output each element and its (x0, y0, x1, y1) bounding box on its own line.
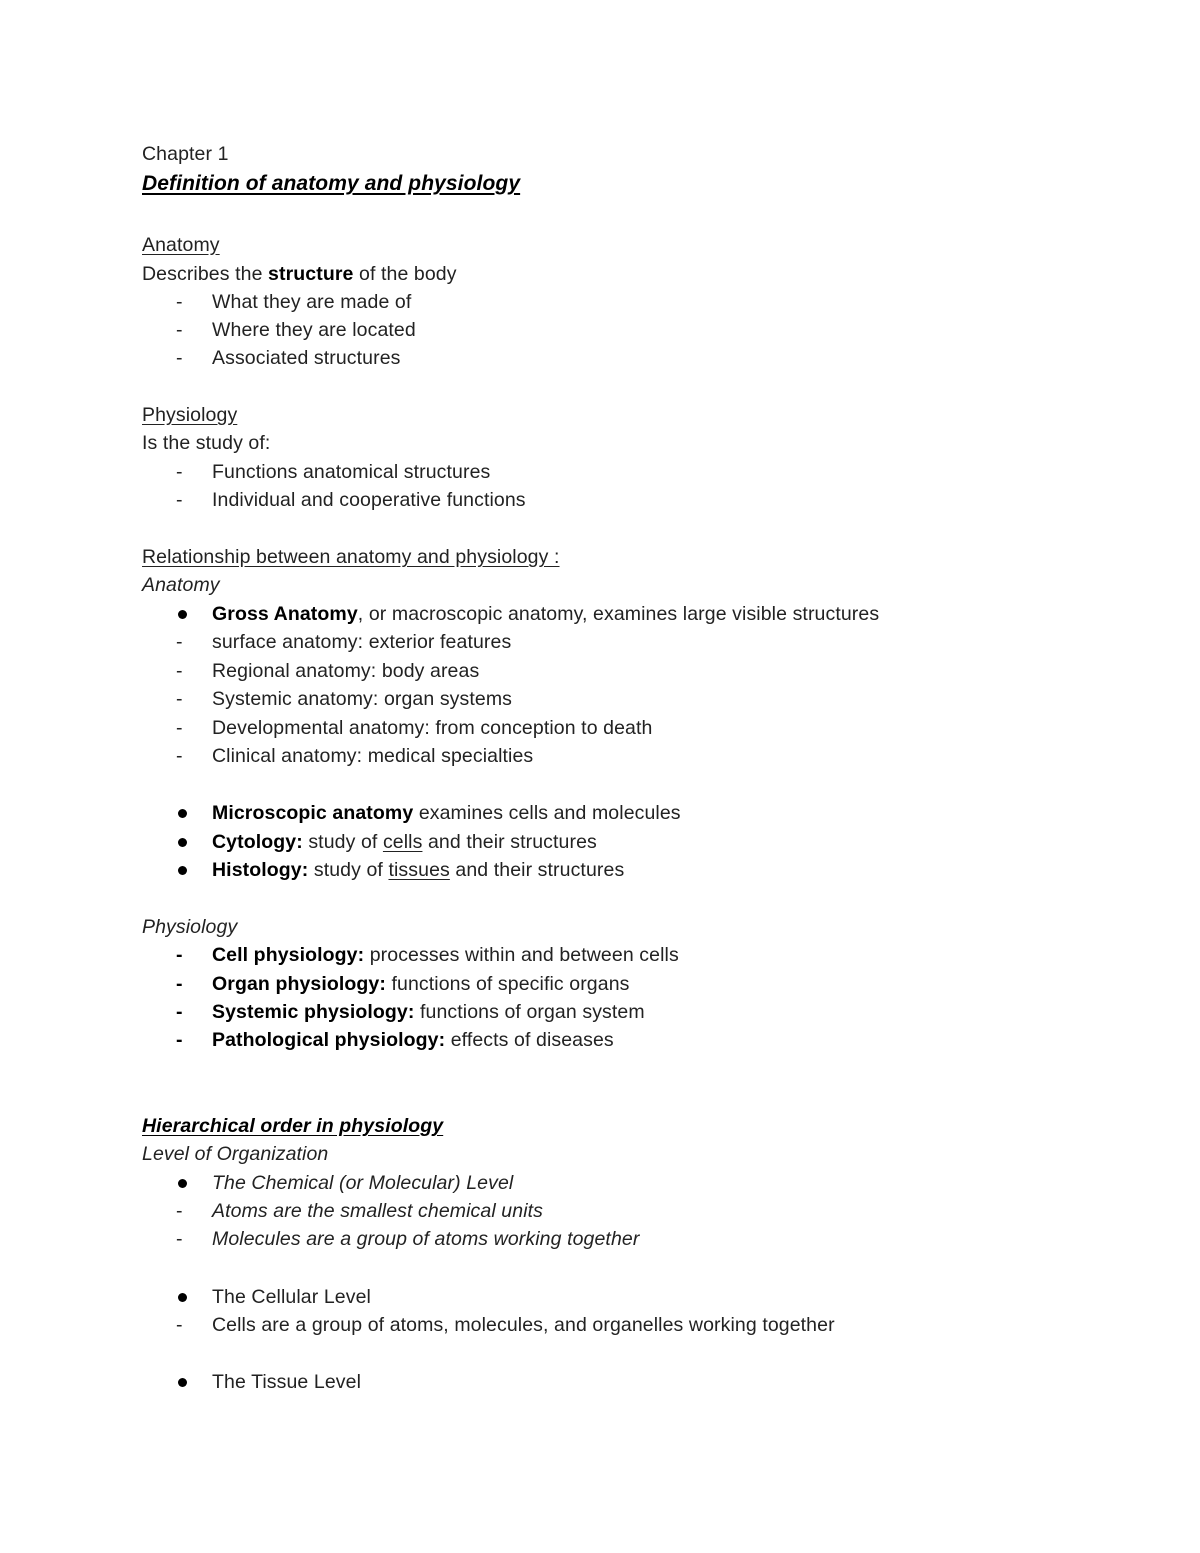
term-definition: , or macroscopic anatomy, examines large visible structures (357, 603, 880, 625)
anatomy-subheading: Anatomy (142, 574, 220, 596)
term-bold: Organ physiology: (212, 973, 386, 995)
relationship-heading: Relationship between anatomy and physiology : (142, 546, 560, 568)
list-item: Atoms are the smallest chemical units (212, 1200, 543, 1222)
term-definition: study of (308, 859, 389, 881)
bullet-icon (178, 838, 187, 847)
level-cellular: The Cellular Level (212, 1286, 371, 1308)
term-bold: Systemic physiology: (212, 1001, 415, 1023)
physiology-subheading: Physiology (142, 916, 238, 938)
term-bold: Microscopic anatomy (212, 802, 414, 824)
dash-marker: - (176, 1029, 183, 1051)
term-bold: Gross Anatomy (212, 603, 358, 625)
list-item: Clinical anatomy: medical specialties (212, 745, 534, 767)
list-item: Associated structures (212, 347, 401, 369)
dash-marker: - (176, 745, 183, 767)
dash-marker: - (176, 973, 183, 995)
physiology-type-item (212, 998, 645, 1026)
level-chemical: The Chemical (or Molecular) Level (212, 1172, 514, 1194)
physiology-type-item (212, 970, 630, 998)
hierarchy-subheading: Level of Organization (142, 1143, 329, 1165)
physiology-type-item (212, 1026, 614, 1054)
dash-marker: - (176, 291, 183, 313)
desc-text: of the body (353, 263, 457, 285)
term-definition: functions of specific organs (385, 973, 630, 995)
dash-marker: - (176, 1200, 183, 1222)
term-definition: and their structures (422, 831, 597, 853)
dash-marker: - (176, 319, 183, 341)
bullet-icon (178, 1293, 187, 1302)
list-item: surface anatomy: exterior features (212, 631, 512, 653)
anatomy-description (142, 260, 457, 288)
physiology-description: Is the study of: (142, 432, 271, 454)
level-tissue: The Tissue Level (212, 1371, 362, 1393)
chapter-label: Chapter 1 (142, 143, 229, 165)
anatomy-heading: Anatomy (142, 234, 220, 256)
bullet-icon (178, 866, 187, 875)
term-bold: Pathological physiology: (212, 1029, 446, 1051)
dash-marker: - (176, 944, 183, 966)
term-bold: Cytology: (212, 831, 303, 853)
list-item: Functions anatomical structures (212, 461, 491, 483)
list-item: Developmental anatomy: from conception to death (212, 717, 653, 739)
term-definition: study of (302, 831, 383, 853)
list-item: What they are made of (212, 291, 412, 313)
term-definition: examines cells and molecules (413, 802, 681, 824)
dash-marker: - (176, 1001, 183, 1023)
microscopic-anatomy-item (212, 799, 681, 827)
hierarchy-heading: Hierarchical order in physiology (142, 1115, 444, 1137)
term-bold: Histology: (212, 859, 309, 881)
dash-marker: - (176, 688, 183, 710)
term-underlined: cells (382, 831, 423, 853)
dash-marker: - (176, 347, 183, 369)
physiology-type-item (212, 941, 679, 969)
dash-marker: - (176, 461, 183, 483)
term-definition: effects of diseases (445, 1029, 614, 1051)
bullet-icon (178, 1378, 187, 1387)
bullet-icon (178, 610, 187, 619)
dash-marker: - (176, 1314, 183, 1336)
bullet-icon (178, 809, 187, 818)
list-item: Molecules are a group of atoms working together (212, 1228, 640, 1250)
bullet-icon (178, 1179, 187, 1188)
term-definition: functions of organ system (414, 1001, 645, 1023)
desc-text: Describes the (142, 263, 269, 285)
list-item: Systemic anatomy: organ systems (212, 688, 513, 710)
list-item: Individual and cooperative functions (212, 489, 526, 511)
term-underlined: tissues (388, 859, 450, 881)
list-item: Cells are a group of atoms, molecules, and organelles working together (212, 1314, 835, 1336)
dash-marker: - (176, 1228, 183, 1250)
histology-item (212, 856, 624, 884)
dash-marker: - (176, 489, 183, 511)
term-definition: and their structures (449, 859, 625, 881)
list-item: Where they are located (212, 319, 416, 341)
gross-anatomy-item (212, 600, 879, 628)
term-bold: Cell physiology: (212, 944, 365, 966)
dash-marker: - (176, 717, 183, 739)
term-definition: processes within and between cells (364, 944, 679, 966)
list-item: Regional anatomy: body areas (212, 660, 480, 682)
dash-marker: - (176, 660, 183, 682)
page-title: Definition of anatomy and physiology (142, 172, 521, 195)
cytology-item (212, 828, 597, 856)
desc-bold: structure (268, 263, 354, 285)
dash-marker: - (176, 631, 183, 653)
physiology-heading: Physiology (142, 404, 238, 426)
